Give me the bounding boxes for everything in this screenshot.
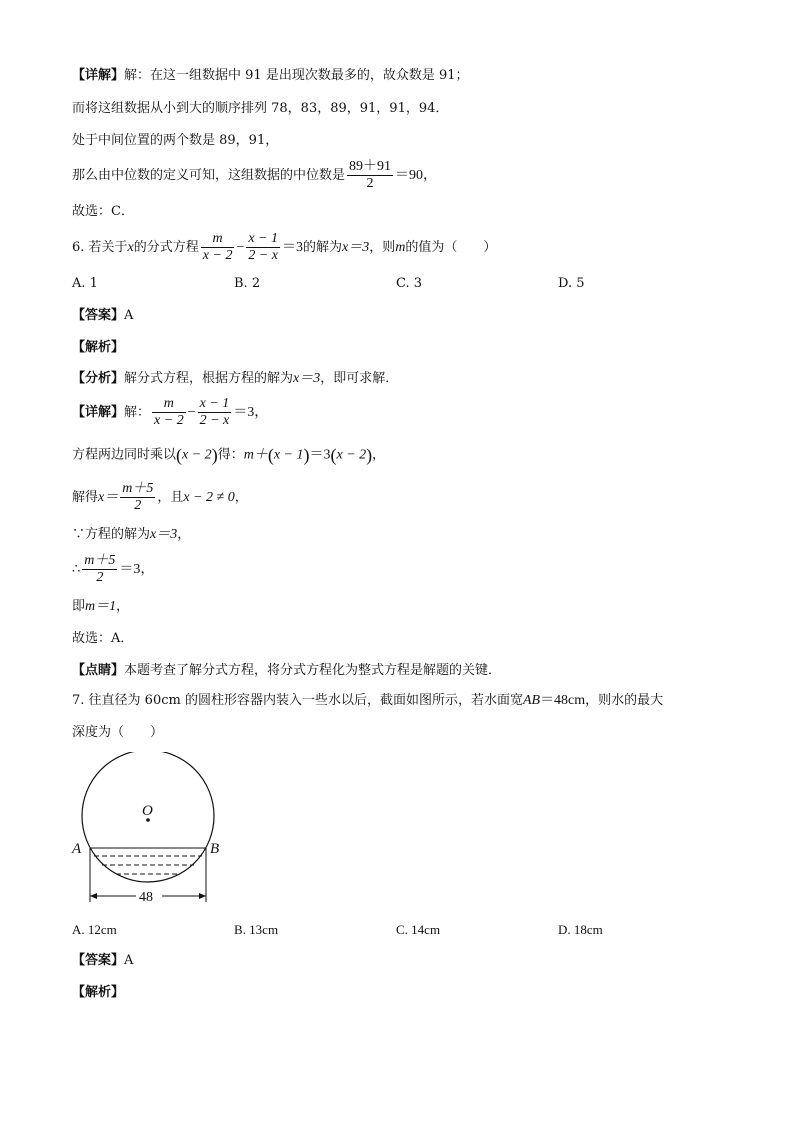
q6-detail-line	[72, 393, 268, 433]
q6-solution: x＝3	[342, 240, 370, 255]
q5-median-line	[72, 156, 437, 196]
q7-ab-value: ＝48cm	[540, 693, 586, 708]
fraction-numerator: 89＋91	[349, 159, 392, 174]
detail-text: 解：	[124, 405, 151, 420]
label-a: A	[72, 841, 82, 857]
detail-tag: 【详解】	[72, 405, 125, 420]
therefore-fraction	[82, 553, 117, 586]
label-48: 48	[139, 890, 153, 905]
q6-solve-line	[72, 478, 248, 518]
q5-detail-line	[72, 67, 469, 85]
detail-tail: ＝3，	[233, 405, 269, 420]
q7-analysis-heading	[72, 984, 124, 1002]
q7-choice-a[interactable]: A. 12cm	[72, 922, 117, 937]
q7-figure	[66, 752, 236, 912]
detail-fraction-1	[152, 396, 186, 429]
because-icon: ∵	[72, 527, 86, 542]
label-o: O	[142, 803, 153, 819]
answer-value: A	[124, 953, 134, 968]
answer-value: A	[124, 308, 134, 323]
paren-close: )	[211, 445, 218, 465]
arrow-right-icon	[199, 893, 206, 899]
multiply-get: 得：	[217, 447, 244, 463]
fenxi-text: 解分式方程，根据方程的解为	[124, 371, 294, 386]
equals-three: ＝3	[282, 240, 304, 255]
fraction-denominator: 2 − x	[199, 413, 230, 428]
multiply-eq-d: x − 2	[336, 447, 367, 463]
solve-text: 解得	[72, 490, 99, 505]
q6-choice-d[interactable]: D. 5	[558, 276, 585, 291]
q6-fraction-1	[201, 231, 235, 264]
solve-condition: x − 2 ≠ 0	[183, 490, 235, 505]
multiply-eq-c: ＝3	[309, 447, 331, 463]
q6-stem	[72, 228, 496, 268]
therefore-icon: ∴	[72, 562, 81, 577]
q6-stem-prefix: 6. 若关于	[72, 240, 128, 255]
q6-fraction-2	[246, 231, 280, 264]
because-text: 方程的解为	[85, 527, 151, 542]
q7-stem-1-end: ，则水的最大	[585, 693, 664, 708]
arrow-left-icon	[90, 893, 97, 899]
q6-because-line	[72, 526, 190, 544]
answer-tag: 【答案】	[72, 953, 125, 968]
fenxi-tag: 【分析】	[72, 371, 125, 386]
q7-choice-c[interactable]: C. 14cm	[396, 922, 441, 937]
q6-choice-b[interactable]: B. 2	[234, 276, 261, 291]
fraction-numerator: m＋5	[122, 481, 154, 496]
multiply-end: ，	[372, 447, 386, 463]
fraction-numerator: x − 1	[199, 396, 230, 411]
q6-stem-mid: 的分式方程	[133, 240, 199, 255]
q5-median-text: 那么由中位数的定义可知，这组数据的中位数是	[72, 168, 346, 183]
therefore-tail: ＝3，	[119, 562, 155, 577]
fraction-denominator: 2	[96, 570, 104, 585]
var-x: x	[127, 240, 134, 255]
q7-choice-b[interactable]: B. 13cm	[234, 922, 279, 937]
analysis-tag: 【解析】	[72, 340, 125, 355]
result-end: ，	[116, 599, 130, 614]
fraction-numerator: m	[201, 231, 235, 248]
paren-close: )	[303, 445, 310, 465]
fraction-numerator: m＋5	[84, 553, 116, 568]
multiply-eq-b: x − 1	[273, 447, 304, 463]
q7-stem-1: 7. 往直径为 60cm 的圆柱形容器内装入一些水以后，截面如图所示，若水面宽	[72, 693, 523, 708]
q6-result-line	[72, 598, 129, 616]
q6-multiply-line	[72, 444, 385, 467]
solve-lhs: x＝	[98, 490, 119, 505]
paren-open: (	[176, 445, 183, 465]
var-m: m	[395, 240, 406, 255]
q7-ab: AB	[522, 693, 541, 708]
q6-stem-after: 的解为	[303, 240, 343, 255]
q5-detail-text: 解：在这一组数据中 91 是出现次数最多的，故众数是 91；	[124, 68, 469, 83]
paren-close: )	[366, 445, 373, 465]
q6-dianjing-line	[72, 662, 501, 680]
q6-choice-a[interactable]: A. 1	[72, 276, 98, 291]
q6-answer-line	[72, 307, 133, 325]
because-end: ，	[177, 527, 191, 542]
q7-stem-line-1	[72, 692, 663, 710]
analysis-tag: 【解析】	[72, 985, 125, 1000]
multiply-eq-a: m＋	[243, 447, 268, 463]
multiply-factor: x − 2	[182, 447, 212, 463]
paren-open: (	[330, 445, 337, 465]
q5-choice-line: 故选：C．	[72, 204, 134, 219]
detail-fraction-2	[198, 396, 232, 429]
solve-cond-text: ，且	[157, 490, 184, 505]
result-text: 即	[72, 599, 86, 614]
q6-stem-then: ，则	[369, 240, 396, 255]
q6-fenxi-line	[72, 370, 398, 388]
q5-middle-line: 处于中间位置的两个数是 89，91，	[72, 133, 279, 148]
label-b: B	[210, 841, 220, 857]
q5-median-result: ＝90，	[395, 168, 438, 183]
answer-tag: 【答案】	[72, 308, 125, 323]
paren-open: (	[267, 445, 274, 465]
q7-choice-d[interactable]: D. 18cm	[558, 922, 603, 937]
fraction-denominator: x − 2	[154, 413, 184, 428]
q7-answer-line	[72, 952, 133, 970]
solve-fraction	[120, 481, 155, 514]
fraction-denominator: x − 2	[202, 248, 233, 263]
because-solution: x＝3	[150, 527, 178, 542]
detail-tag: 【详解】	[72, 68, 125, 83]
q6-choice-c[interactable]: C. 3	[396, 276, 423, 291]
dianjing-tag: 【点睛】	[72, 663, 125, 678]
fraction-denominator: 2	[366, 176, 374, 191]
dianjing-text: 本题考查了解分式方程，将分式方程化为整式方程是解题的关键．	[124, 663, 502, 678]
minus-sign: −	[236, 240, 245, 255]
q6-therefore-line	[72, 550, 154, 590]
fenxi-solution: x＝3	[293, 371, 321, 386]
q6-stem-end: 的值为（ ）	[405, 240, 497, 255]
fraction-numerator: x − 1	[248, 231, 279, 246]
minus-sign: −	[187, 405, 196, 420]
q7-stem-line-2: 深度为（ ）	[72, 725, 164, 740]
fraction-numerator: m	[152, 396, 186, 413]
q5-sort-line: 而将这组数据从小到大的顺序排列 78，83，89，91，91，94．	[72, 101, 449, 116]
q6-analysis-heading	[72, 339, 124, 357]
multiply-text: 方程两边同时乘以	[72, 447, 177, 463]
q5-median-fraction	[347, 159, 393, 192]
q6-pick-line: 故选：A．	[72, 631, 134, 646]
solve-end: ，	[234, 490, 248, 505]
fraction-denominator: 2	[134, 498, 142, 513]
result-equation: m＝1	[85, 599, 117, 614]
fenxi-end: ，即可求解．	[320, 371, 399, 386]
fraction-denominator: 2 − x	[248, 248, 279, 263]
